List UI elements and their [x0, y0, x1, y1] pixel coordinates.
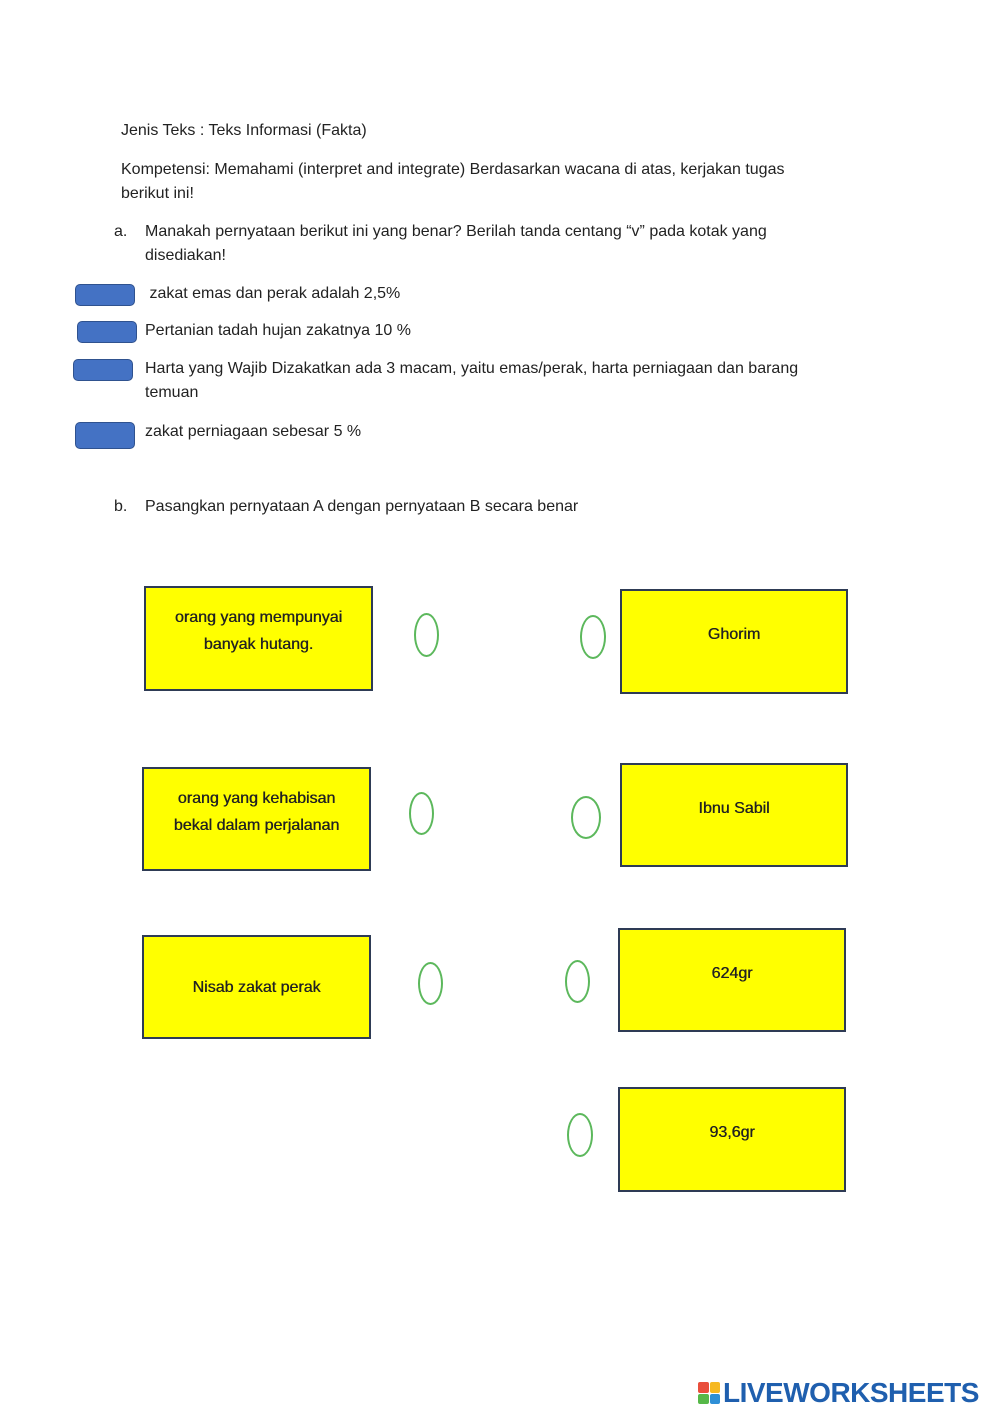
right-item-3	[618, 928, 846, 1032]
right-item-2-label: Ibnu Sabil	[698, 800, 770, 817]
statement-text-3-line-2: temuan	[145, 384, 199, 401]
statement-text-1: zakat emas dan perak adalah 2,5%	[145, 285, 401, 302]
right-item-3-label: 624gr	[711, 965, 753, 982]
right-item-4-label: 93,6gr	[709, 1124, 755, 1141]
right-connector-dot-4[interactable]	[567, 1113, 593, 1157]
right-connector-dot-1[interactable]	[580, 615, 606, 659]
statement-checkbox-3[interactable]	[73, 359, 133, 381]
right-connector-dot-3[interactable]	[565, 960, 590, 1003]
left-item-1	[144, 586, 373, 691]
logo-square-green	[698, 1394, 709, 1405]
liveworksheets-logo	[698, 1378, 979, 1408]
right-item-4	[618, 1087, 846, 1192]
left-item-3	[142, 935, 371, 1039]
right-item-1	[620, 589, 848, 694]
left-item-2-line-2: bekal dalam perjalanan	[173, 817, 340, 834]
competency-line-1: Kompetensi: Memahami (interpret and integrate) Berdasarkan wacana di atas, kerjakan tugas	[121, 161, 785, 178]
logo-square-yellow	[710, 1382, 721, 1393]
statement-checkbox-1[interactable]	[75, 284, 135, 306]
statement-checkbox-4[interactable]	[75, 422, 135, 449]
statement-checkbox-2[interactable]	[77, 321, 137, 343]
left-item-3-label: Nisab zakat perak	[192, 978, 321, 996]
statement-text-2: Pertanian tadah hujan zakatnya 10 %	[145, 322, 411, 339]
logo-square-blue	[710, 1394, 721, 1405]
left-connector-dot-1[interactable]	[414, 613, 439, 657]
logo-square-red	[698, 1382, 709, 1393]
left-item-1-line-1: orang yang mempunyai	[174, 609, 343, 626]
text-type-line: Jenis Teks : Teks Informasi (Fakta)	[121, 122, 367, 139]
left-connector-dot-3[interactable]	[418, 962, 443, 1005]
left-item-1-line-2: banyak hutang.	[203, 636, 314, 653]
right-item-2	[620, 763, 848, 867]
section-a-question-line-2: disediakan!	[145, 247, 226, 264]
competency-line-2: berikut ini!	[121, 185, 194, 202]
right-connector-dot-2[interactable]	[571, 796, 601, 839]
liveworksheets-logo-text: LIVEWORKSHEETS	[723, 1377, 979, 1408]
section-b-marker: b.	[114, 498, 128, 515]
left-connector-dot-2[interactable]	[409, 792, 434, 835]
section-b-instruction: Pasangkan pernyataan A dengan pernyataan B secara benar	[145, 498, 579, 515]
statement-text-3-line-1: Harta yang Wajib Dizakatkan ada 3 macam, yaitu emas/perak, harta perniagaan dan barang	[145, 360, 799, 377]
left-item-2	[142, 767, 371, 871]
liveworksheets-logo-icon	[698, 1382, 720, 1404]
statement-text-4: zakat perniagaan sebesar 5 %	[145, 423, 362, 440]
left-item-2-line-1: orang yang kehabisan	[177, 790, 336, 807]
right-item-1-label: Ghorim	[707, 626, 761, 643]
section-a-marker: a.	[114, 223, 128, 240]
section-a-question-line-1: Manakah pernyataan berikut ini yang benar? Berilah tanda centang “v” pada kotak yang	[145, 223, 767, 240]
